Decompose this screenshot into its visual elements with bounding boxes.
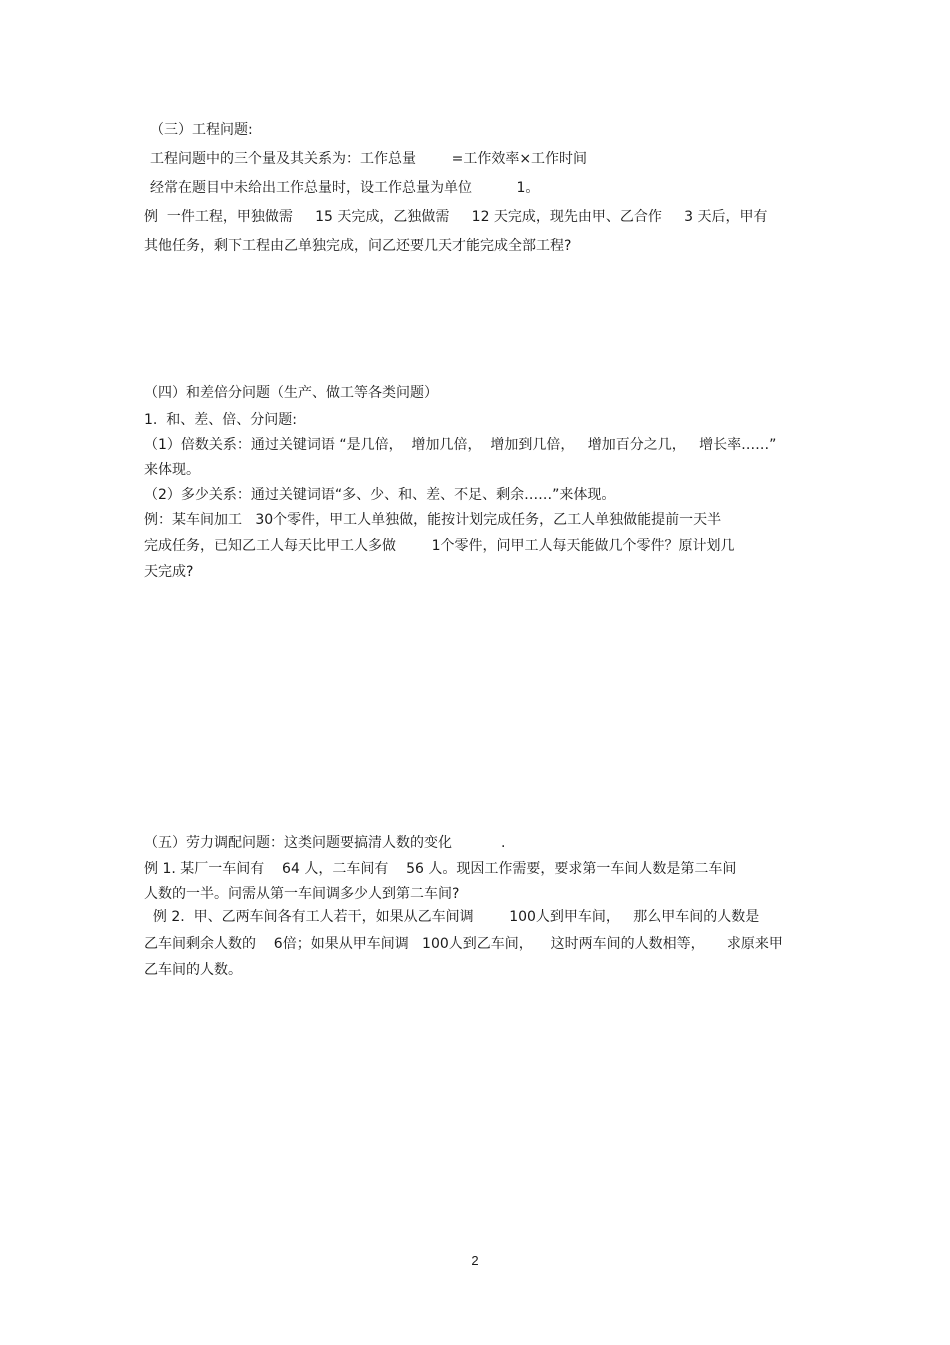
section5-example1-cont: 人数的一半。问需从第一车间调多少人到第二车间? bbox=[144, 886, 460, 902]
section4-line-3: 来体现。 bbox=[144, 462, 200, 478]
page-number: 2 bbox=[471, 1253, 479, 1268]
section5-example2-end: 乙车间的人数。 bbox=[144, 962, 242, 978]
section5-example1: 例 1. 某厂一车间有 64 人，二车间有 56 人。现因工作需要，要求第一车间人数是第二车间 bbox=[144, 861, 737, 877]
section5-example2: 例 2. 甲、乙两车间各有工人若干，如果从乙车间调 100人到甲车间， 那么甲车间的人数是 bbox=[144, 909, 760, 925]
section4-line-4: （2）多少关系：通过关键词语“多、少、和、差、不足、剩余……”来体现。 bbox=[144, 487, 616, 503]
section4-example: 例：某车间加工 30个零件，甲工人单独做，能按计划完成任务，乙工人单独做能提前一天半 bbox=[144, 512, 722, 528]
section3-line-2: 经常在题目中未给出工作总量时，设工作总量为单位 1。 bbox=[150, 180, 540, 196]
section4-heading: （四）和差倍分问题（生产、做工等各类问题） bbox=[144, 385, 438, 401]
section5-example2-cont: 乙车间剩余人数的 6倍；如果从甲车间调 100人到乙车间， 这时两车间的人数相等， 求原来甲 bbox=[144, 936, 783, 952]
section4-example-cont: 完成任务，已知乙工人每天比甲工人多做 1个零件，问甲工人每天能做几个零件？原计划几 bbox=[144, 538, 735, 554]
section4-line-2: （1）倍数关系：通过关键词语 “是几倍， 增加几倍， 增加到几倍， 增加百分之几， 增长率……” bbox=[144, 437, 777, 453]
section3-example-cont: 其他任务，剩下工程由乙单独完成，问乙还要几天才能完成全部工程? bbox=[144, 238, 572, 254]
section3-line-1: 工程问题中的三个量及其关系为：工作总量 =工作效率×工作时间 bbox=[150, 151, 588, 167]
section5-heading: （五）劳力调配问题：这类问题要搞清人数的变化 . bbox=[144, 835, 506, 851]
section4-example-end: 天完成? bbox=[144, 564, 194, 580]
section3-example: 例 一件工程，甲独做需 15 天完成，乙独做需 12 天完成，现先由甲、乙合作 3 天后，甲有 bbox=[144, 209, 768, 225]
section4-line-1: 1. 和、差、倍、分问题: bbox=[144, 412, 297, 428]
section3-heading: （三）工程问题: bbox=[150, 122, 253, 138]
